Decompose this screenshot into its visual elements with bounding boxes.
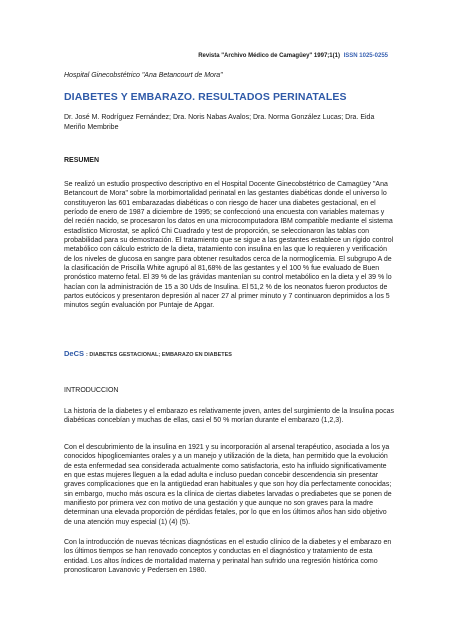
decs-terms: : DIABETES GESTACIONAL; EMBARAZO EN DIABETES (86, 352, 232, 358)
hospital-name: Hospital Ginecobstétrico "Ana Betancourt de Mora" (64, 72, 223, 79)
resumen-text: Se realizó un estudio prospectivo descriptivo en el Hospital Docente Ginecobstétrico de Camagüey "Ana Betancourt de Mora" sobre la morbimortalidad perinatal en las gestantes diabéticas donde el universo lo constituyeron las 601 embarazadas diabéticas o con riesgo de hacer una diabetes gestacional, en el período de enero de 1987 a diciembre de 1995; se confeccionó una encuesta con variables maternas y del recién nacido, se procesaron los datos en una microcomputadora IBM compatible mediante el sistema estadístico Microstat, se aplicó Chi Cuadrado y test de proporción, se seleccionaron las tablas con probabilidad para su demostración. El tratamiento que se sigue a las gestantes establece un rígido control metabólico con cálculo estricto de la dieta, tratamiento con insulina en las que lo requieren y verificación de los niveles de glucosa en sangre para obtener resultados cerca de la normoglicemia. El subgrupo A de la clasificación de Priscilla White agrupó al 81,68% de las gestantes y el 100 % fue evaluado de Buen pronóstico materno fetal. El 39 % de las grávidas mantenían su control metabólico en la dieta y el 39 % lo hacían con la administración de 15 a 30 Uds de Insulina. El 51,2 % de los neonatos fueron productos de partos eutócicos y presentaron depresión al nacer 27 al primer minuto y 7 continuaron deprimidos a los 5 minutos según evaluación por Puntaje de Apgar. (64, 181, 394, 310)
intro-paragraph-3: Con la introducción de nuevas técnicas diagnósticas en el estudio clínico de la diabetes y el embarazo en los últimos tiempos se han renovado conceptos y conductas en el diagnóstico y tratamiento de esta entidad. Los altos índices de mortalidad materna y perinatal han sufrido una regresión histórica como pronosticaron Lavanovic y Pedersen en 1980. (64, 539, 392, 575)
resumen-heading: RESUMEN (64, 157, 100, 164)
journal-header (198, 53, 388, 59)
introduccion-heading: INTRODUCCION (64, 387, 119, 394)
issn-link[interactable]: ISSN 1025-0255 (343, 53, 388, 59)
journal-citation: Revista "Archivo Médico de Camagüey" 1997;1(1) (198, 53, 340, 59)
decs-label[interactable]: DeCS (64, 349, 85, 358)
intro-paragraph-2: Con el descubrimiento de la insulina en 1921 y su incorporación al arsenal terapéutico, asociada a los ya conocidos hipoglicemiantes orales y a un manejo y utilización de la dieta, han permitido que la evolución de esta enfermedad sea considerada actualmente como satisfactoria, esto ha influido significativamente en que estas mujeres lleguen a la edad adulta e incluso puedan concebir descendencia sin presentar graves complicaciones que en la antigüedad eran habituales y que son hoy día perfectamente conocidas; sin embargo, mucho más oscura es la clínica de ciertas diabetes larvadas o prediabetes que se ponen de manifiesto por primera vez con motivo de una gestación y que aunque no son graves para la madre determinan una elevada proporción de pérdidas fetales, por lo que en los últimos años han sido objetivo de una atención muy especial (1) (4) (5). (64, 444, 392, 526)
article-title: DIABETES Y EMBARAZO. RESULTADOS PERINATALES (64, 91, 347, 103)
decs-keywords (64, 349, 232, 358)
intro-paragraph-1: La historia de la diabetes y el embarazo es relativamente joven, antes del surgimiento de la Insulina pocas diabéticas concebían y muchas de ellas, casi el 50 % morían durante el embarazo (1,2,3). (64, 408, 394, 425)
author-list: Dr. José M. Rodríguez Fernández; Dra. Noris Nabas Avalos; Dra. Norma González Lucas; Dra. Eida Meriño Membribe (64, 114, 375, 131)
